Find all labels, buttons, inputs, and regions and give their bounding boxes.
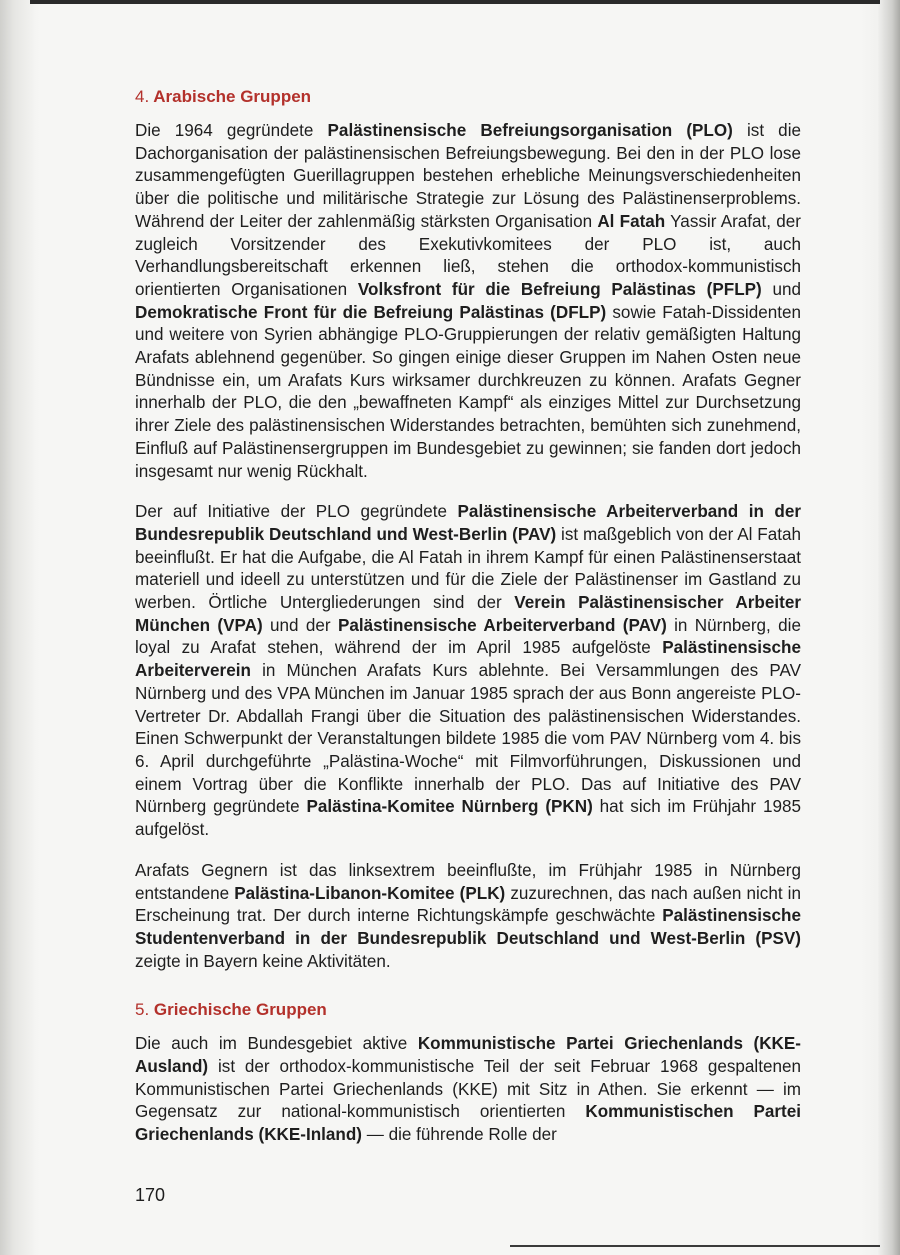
org-name-kke-inland: Kommunistischen Partei Griechenlands (KKE-Inland) [135,1102,801,1145]
text-run: und [761,279,801,299]
section-number: 5. [135,1000,150,1020]
org-name-plk: Palästina-Libanon-Komitee (PLK) [234,883,506,903]
text-run: ist die Dachorganisation der palästinensischen Befreiungsbewegung. Bei den in der PLO lose zusammengefügten Guerillagruppen bestehen erhebliche Meinungsverschiedenheiten über die politische und militärische Strategie zur Lösung des Palästinenserproblems. Während der Leiter der zahlenmäßig stärksten Organisation [135,121,801,231]
org-name-kke-ausland: Kommunistische Partei Griechenlands (KKE-Ausland) [135,1034,801,1077]
text-run: zuzurechnen, das nach außen nicht in Erscheinung trat. Der durch interne Richtungskämpfe geschwächte [135,883,801,926]
text-run: Yassir Arafat, der zugleich Vorsitzender des Exekutivkomitees der PLO ist, auch Verhandlungsbereitschaft erkennen ließ, stehen die orthodox-kommunistisch orientierten Organisationen [135,211,801,299]
text-run: Die auch im Bundesgebiet aktive [135,1034,418,1054]
section-title: Griechische Gruppen [153,1000,327,1020]
page-number: 170 [135,1185,166,1205]
page-edge-shadow [878,0,900,1255]
text-run: sowie Fatah-Dissidenten und weitere von Syrien abhängige PLO-Gruppierungen der relativ gemäßigten Haltung Arafats ablehnend gegenüber. So gingen einige dieser Gruppen im Nahen Osten neue Bündnisse ein, um Arafats Kurs wirksamer durchkreuzen zu können. Arafats Gegner innerhalb der PLO, die den „bewaffneten Kampf“ als einziges Mittel zur Durchsetzung ihrer Ziele des palästinensischen Widerstandes betrachten, bemühten sich zunehmend, Einfluß auf Palästinensergruppen im Bundesgebiet zu gewinnen; sie fanden dort jedoch insgesamt nur wenig Rückhalt. [135,302,801,481]
org-name-vpa: Verein Palästinensischer Arbeiter München (VPA) [135,593,801,635]
text-run: Die 1964 gegründete [135,121,328,140]
org-name-al-fatah: Al Fatah [597,211,666,231]
text-run: zeigte in Bayern keine Aktivitäten. [135,951,391,971]
paragraph-pav [135,501,801,842]
paragraph-kke [135,1033,801,1147]
org-name-dflp: Demokratische Front für die Befreiung Palästinas (DFLP) [135,302,607,322]
org-name-plo: Palästinensische Befreiungsorganisation (PLO) [327,121,733,140]
org-name-pav: Palästinensische Arbeiterverband in der Bundesrepublik Deutschland und West-Berlin (PAV) [135,502,801,544]
text-run: Arafats Gegnern ist das linksextrem beeinflußte, im Frühjahr 1985 in Nürnberg entstandene [135,860,801,903]
section-heading-arabische-gruppen [135,86,801,108]
section-title: Arabische Gruppen [153,87,312,106]
text-run: ist maßgeblich von der Al Fatah beeinflußt. Er hat die Aufgabe, die Al Fatah in ihrem Kampf für einen Palästinenserstaat materiell und ideell zu unterstützen und für die Ziele der Palästinenser im Gastland zu werben. Örtliche Untergliederungen sind der [135,524,801,613]
org-name-arbeiterverein: Palästinensische Arbeiterverein [135,638,801,681]
page-content [135,86,801,1165]
text-run: und der [262,615,338,635]
bottom-border-line [510,1245,880,1247]
text-run: — die führende Rolle der [362,1125,557,1145]
paragraph-plk [135,860,801,974]
top-border-line [30,0,880,4]
text-run: in Nürnberg, die loyal zu Arafat stehen, während der im April 1985 aufgelöste [135,615,801,658]
org-name-pflp: Volksfront für die Befreiung Palästinas (PFLP) [357,279,762,299]
text-run: ist der orthodox-kommunistische Teil der seit Februar 1968 gespaltenen Kommunistischen Partei Griechenlands (KKE) mit Sitz in Athen. Sie erkennt — im Gegensatz zur national-kommunistisch orientierten [135,1057,801,1122]
section-number: 4. [135,87,150,106]
org-name-psv: Palästinensische Studentenverband in der Bundesrepublik Deutschland und West-Berlin (PSV) [135,906,801,948]
text-run: hat sich im Frühjahr 1985 aufgelöst. [135,797,801,840]
text-run: Der auf Initiative der PLO gegründete [135,502,458,522]
text-run: in München Arafats Kurs ablehnte. Bei Versammlungen des PAV Nürnberg und des VPA München im Januar 1985 sprach der aus Bonn angereiste PLO-Vertreter Dr. Abdallah Frangi über die Situation des palästinensischen Widerstandes. Einen Schwerpunkt der Veranstaltungen bildete 1985 die vom PAV Nürnberg vom 4. bis 6. April durchgeführte „Palästina-Woche“ mit Filmvorführungen, Diskussionen und einem Vortrag über die Konflikte innerhalb der PLO. Das auf Initiative des PAV Nürnberg gegründete [135,661,801,817]
org-name-pkn: Palästina-Komitee Nürnberg (PKN) [306,797,593,817]
paragraph-plo [135,120,801,483]
section-heading-griechische-gruppen [135,999,801,1021]
book-spine-shadow [0,0,34,1255]
org-name-pav-nuernberg: Palästinensische Arbeiterverband (PAV) [337,615,667,635]
